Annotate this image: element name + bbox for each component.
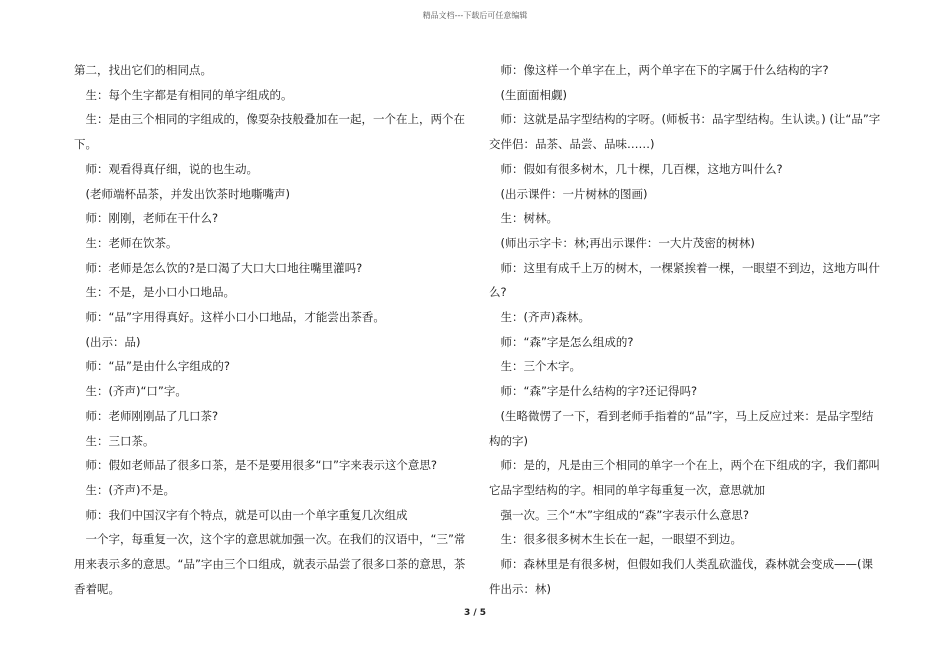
- paragraph: 生：很多很多树木生长在一起，一眼望不到边。: [500, 532, 742, 547]
- paragraph: 生：树林。: [500, 211, 558, 226]
- paragraph: 生：(齐声)森林。: [500, 310, 590, 325]
- paragraph: 师：是的，凡是由三个相同的单字一个在上，两个在下组成的字，我们都叫它品字型结构的字。相同的单字每重复一次，意思就加: [489, 458, 880, 497]
- paragraph: (生面面相觑): [500, 87, 567, 102]
- paragraph: 师：老师刚刚品了几口茶?: [85, 408, 219, 423]
- paragraph: 师：观看得真仔细，说的也生动。: [85, 161, 258, 176]
- paragraph: 师：刚刚，老师在干什么?: [85, 211, 219, 226]
- paragraph: 生：是由三个相同的字组成的，像耍杂技般叠加在一起，一个在上，两个在下。: [74, 112, 465, 152]
- paragraph: 生：老师在饮茶。: [85, 235, 178, 250]
- paragraph: (生略微愣了一下，看到老师手指着的“品”字，马上反应过来：是品字型结构的字): [489, 408, 874, 448]
- paragraph: 师：这就是品字型结构的字呀。(师板书：品字型结构。生认读。) (让“品”字交伴侣：品茶、品尝、品味……): [489, 112, 881, 152]
- paragraph: (出示课件：一片树林的图画): [500, 186, 648, 201]
- paragraph: (老师端杯品茶，并发出饮茶时地嘶嘴声): [85, 186, 290, 201]
- paragraph: 生：三个木字。: [500, 359, 581, 374]
- paragraph: 生：三口茶。: [85, 433, 155, 448]
- paragraph: (师出示字卡：林;再出示课件：一大片茂密的树林): [500, 235, 755, 250]
- paragraph: 师：老师是怎么饮的?是口渴了大口大口地往嘴里灌吗?: [85, 260, 363, 275]
- paragraph: 师：我们中国汉字有个特点，就是可以由一个单字重复几次组成: [85, 507, 408, 522]
- paragraph: 生：每个生字都是有相同的单字组成的。: [85, 87, 293, 102]
- paragraph: 师：“森”字是什么结构的字?还记得吗?: [500, 384, 698, 399]
- page-header: 精品文档---下载后可任意编辑: [422, 11, 528, 20]
- paragraph: 生：不是，是小口小口地品。: [85, 285, 235, 300]
- paragraph: 师：“品”字用得真好。这样小口小口地品，才能尝出茶香。: [85, 310, 385, 325]
- paragraph: 第二，找出它们的相同点。: [74, 63, 212, 77]
- paragraph: 师：“品”是由什么字组成的?: [85, 359, 231, 374]
- paragraph: 师：假如有很多树木，几十棵，几百棵，这地方叫什么?: [500, 161, 783, 176]
- paragraph: 一个字，每重复一次，这个字的意思就加强一次。在我们的汉语中，“三”常用来表示多的意思。“品”字由三个口组成，就表示品尝了很多口茶的意思，茶香着呢。: [74, 532, 466, 596]
- paragraph: 师：“森”字是怎么组成的?: [500, 334, 634, 349]
- paragraph: 师：森林里是有很多树，但假如我们人类乱砍滥伐，森林就会变成——(课件出示：林): [489, 557, 873, 596]
- paragraph: 生：(齐声)不是。: [85, 482, 175, 497]
- left-column: [74, 58, 467, 601]
- right-column: [489, 58, 882, 601]
- page-number: 3 / 5: [463, 608, 487, 618]
- paragraph: 生：(齐声)“口”字。: [85, 384, 187, 399]
- paragraph: 强一次。三个“木”字组成的“森”字表示什么意思?: [500, 507, 749, 522]
- paragraph: (出示：品): [85, 334, 141, 349]
- paragraph: 师：假如老师品了很多口茶，是不是要用很多“口”字来表示这个意思?: [85, 458, 438, 473]
- paragraph: 师：这里有成千上万的树木，一棵紧挨着一棵，一眼望不到边，这地方叫什么?: [489, 260, 880, 300]
- paragraph: 师：像这样一个单字在上，两个单字在下的字属于什么结构的字?: [500, 63, 829, 77]
